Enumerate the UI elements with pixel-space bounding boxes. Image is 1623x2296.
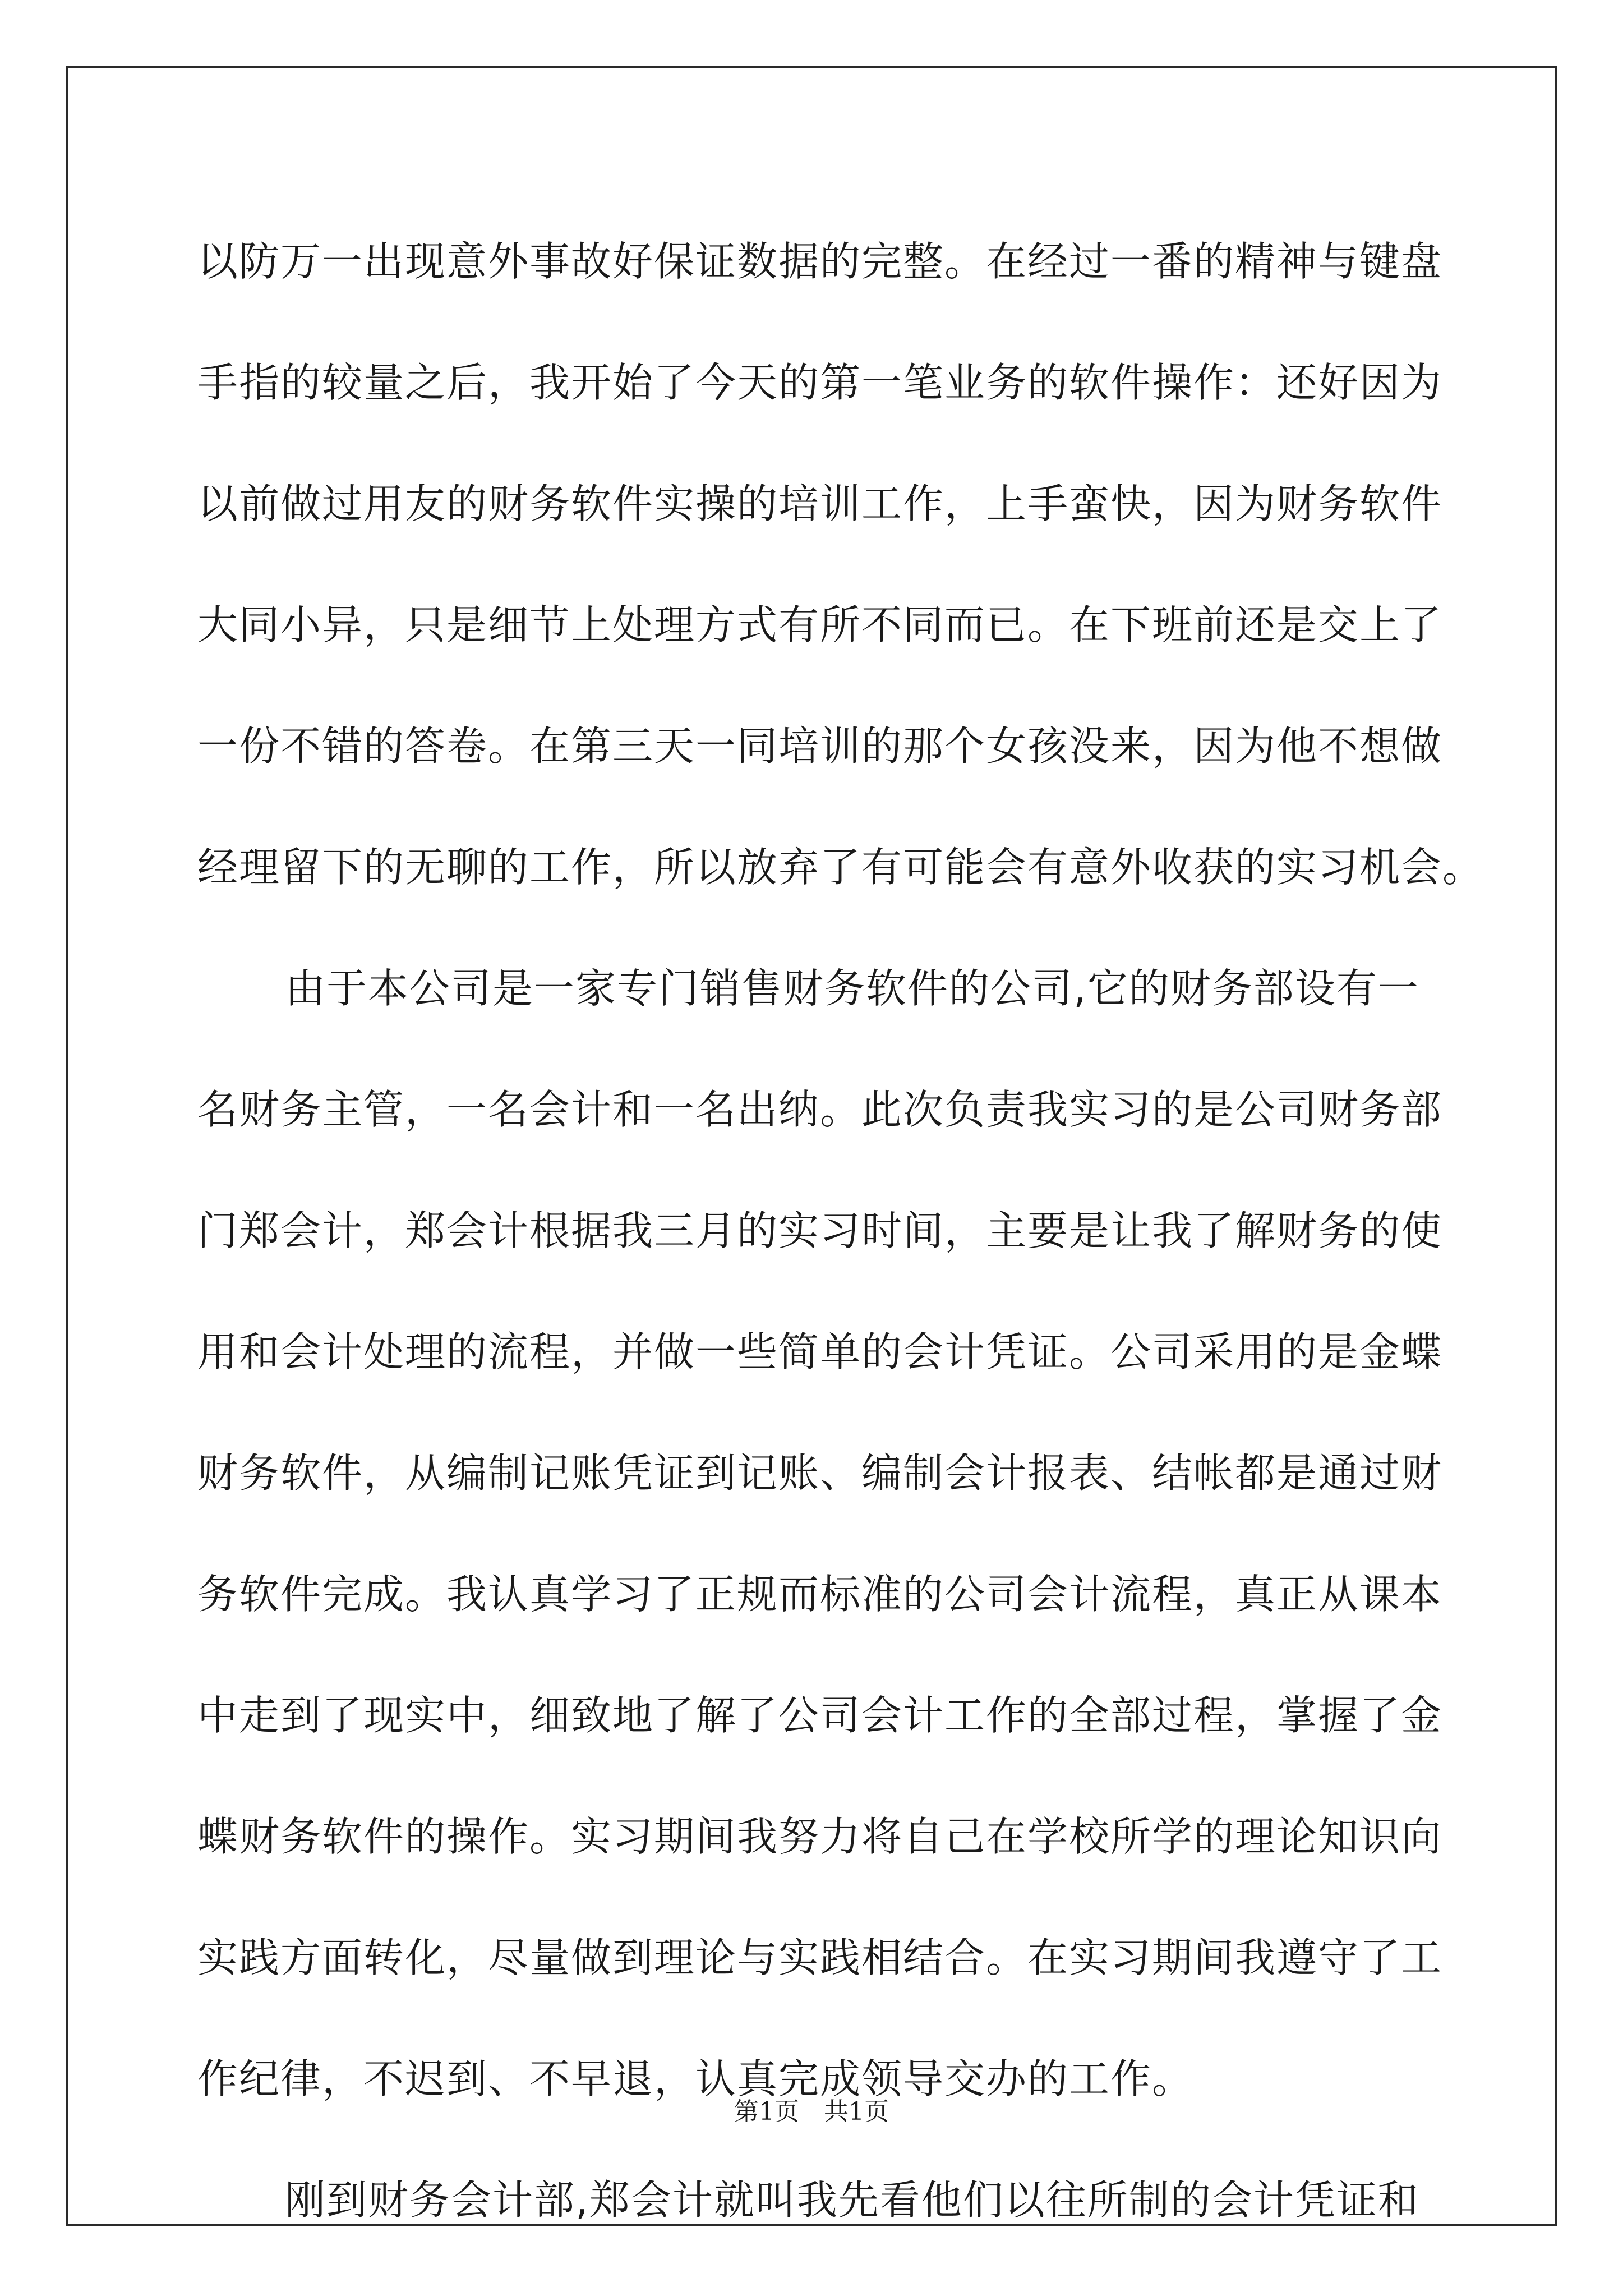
text-line: 用和会计处理的流程，并做一些简单的会计凭证。公司采用的是金蝶: [197, 1328, 1443, 1375]
text-line: 作纪律，不迟到、不早退，认真完成领导交办的工作。: [197, 2055, 1194, 2102]
text-line: 蝶财务软件的操作。实习期间我努力将自己在学校所学的理论知识向: [197, 1813, 1443, 1860]
document-body: [197, 201, 1484, 2261]
paragraph-start-line: 由于本公司是一家专门销售财务软件的公司,它的财务部设有一: [285, 965, 1419, 1012]
text-line: 以前做过用友的财务软件实操的培训工作，上手蛮快，因为财务软件: [197, 480, 1443, 527]
text-line: 务软件完成。我认真学习了正规而标准的公司会计流程，真正从课本: [197, 1571, 1443, 1618]
text-line: 名财务主管，一名会计和一名出纳。此次负责我实习的是公司财务部: [197, 1086, 1443, 1133]
text-line: 一份不错的答卷。在第三天一同培训的那个女孩没来，因为他不想做: [197, 723, 1443, 770]
text-line: 经理留下的无聊的工作，所以放弃了有可能会有意外收获的实习机会。: [197, 844, 1484, 891]
text-line: 财务软件，从编制记账凭证到记账、编制会计报表、结帐都是通过财: [197, 1450, 1443, 1497]
text-line: 大同小异，只是细节上处理方式有所不同而已。在下班前还是交上了: [197, 601, 1443, 648]
page-number-footer: 第1页 共1页: [734, 2097, 889, 2126]
text-line: 以防万一出现意外事故好保证数据的完整。在经过一番的精神与键盘: [197, 238, 1443, 285]
text-line: 实践方面转化，尽量做到理论与实践相结合。在实习期间我遵守了工: [197, 1934, 1443, 1981]
text-line: 中走到了现实中，细致地了解了公司会计工作的全部过程，掌握了金: [197, 1692, 1443, 1739]
text-line: 手指的较量之后，我开始了今天的第一笔业务的软件操作：还好因为: [197, 359, 1443, 406]
paragraph-start-line: 刚到财务会计部,郑会计就叫我先看他们以往所制的会计凭证和: [285, 2177, 1419, 2224]
text-line: 门郑会计，郑会计根据我三月的实习时间，主要是让我了解财务的使: [197, 1207, 1443, 1254]
